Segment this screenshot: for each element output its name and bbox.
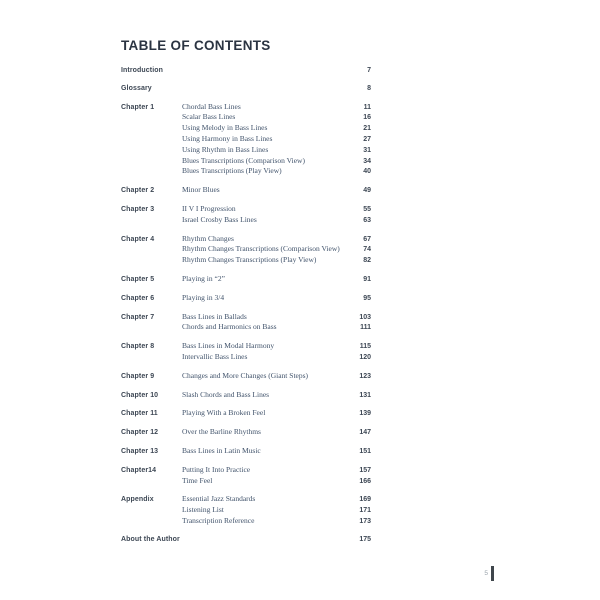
toc-group-label: Chapter 8 [121, 343, 155, 351]
toc-entry-page: 40 [363, 168, 371, 176]
toc-row [121, 465, 371, 476]
toc-entry-title: Listening List [182, 505, 224, 515]
toc-entry-page: 95 [363, 294, 371, 302]
toc-row [121, 516, 371, 527]
toc-group [121, 341, 371, 363]
toc-group-label: Chapter 11 [121, 410, 158, 418]
toc-group [121, 312, 371, 334]
toc-entry-title: Chords and Harmonics on Bass [182, 322, 277, 332]
toc-row [121, 244, 371, 255]
toc-entry-page: 103 [359, 313, 371, 321]
toc-row [121, 476, 371, 487]
toc-entry-title: Time Feel [182, 475, 213, 485]
toc-group [121, 427, 371, 438]
toc-group-label: Introduction [121, 67, 164, 74]
toc-entry-title: Playing in “2” [182, 273, 225, 283]
toc-entry-page: 166 [359, 477, 371, 485]
toc-row [121, 185, 371, 196]
toc-entry-page: 175 [359, 535, 371, 543]
toc-row [121, 204, 371, 215]
toc-group [121, 408, 371, 419]
toc-group [121, 535, 371, 545]
toc-row [121, 274, 371, 285]
toc-group [121, 446, 371, 457]
toc-entry-title: Blues Transcriptions (Comparison View) [182, 155, 305, 165]
toc-entry-page: 31 [363, 146, 371, 154]
toc-row [121, 352, 371, 363]
toc-group [121, 371, 371, 382]
toc-entry-page: 67 [363, 235, 371, 243]
toc-entry-title: Slash Chords and Bass Lines [182, 389, 270, 399]
toc-row [121, 322, 371, 333]
toc-entry-page: 169 [359, 496, 371, 504]
toc-group-label: Chapter14 [121, 466, 157, 474]
toc-group-label: Chapter 7 [121, 313, 155, 321]
toc-group [121, 390, 371, 401]
toc-row [121, 166, 371, 177]
toc-entry-title: Scalar Bass Lines [182, 112, 236, 122]
toc-group-label: Chapter 12 [121, 429, 159, 437]
toc-row [121, 390, 371, 401]
toc-entry-page: 8 [367, 84, 371, 92]
toc-entry-page: 27 [363, 135, 371, 143]
toc-group-label: Chapter 2 [121, 187, 155, 195]
toc-entry-title: Rhythm Changes Transcriptions (Comparison View) [182, 244, 340, 254]
toc-entry-page: 74 [363, 246, 371, 254]
toc-row [121, 505, 371, 516]
toc-entry-page: 34 [363, 157, 371, 165]
toc-entry-title: Rhythm Changes Transcriptions (Play View) [182, 255, 317, 265]
toc-group-label: Chapter 9 [121, 372, 155, 380]
toc-entry-page: 11 [363, 103, 371, 111]
toc-entry-page: 173 [359, 517, 371, 525]
page-title: TABLE OF CONTENTS [121, 38, 271, 53]
toc-group [121, 494, 371, 526]
toc-row [121, 66, 371, 76]
toc-group [121, 84, 371, 94]
toc-entry-title: Intervallic Bass Lines [182, 351, 248, 361]
toc-entry-title: Changes and More Changes (Giant Steps) [182, 370, 309, 380]
toc-entry-title: Bass Lines in Ballads [182, 311, 247, 321]
toc-entry-page: 82 [363, 257, 371, 265]
toc-entry-title: Chordal Bass Lines [182, 101, 241, 111]
toc-entry-page: 63 [363, 216, 371, 224]
toc-entry-page: 115 [359, 343, 371, 351]
toc-row [121, 145, 371, 156]
toc-entry-title: Israel Crosby Bass Lines [182, 214, 257, 224]
toc-group-label: Appendix [121, 496, 154, 504]
toc-group [121, 293, 371, 304]
toc-row [121, 134, 371, 145]
toc-group-label: Chapter 1 [121, 103, 155, 111]
toc-row [121, 102, 371, 113]
toc-entry-title: Putting It Into Practice [182, 464, 251, 474]
folio-bar [491, 566, 494, 581]
toc-row [121, 123, 371, 134]
toc-entry-title: Playing With a Broken Feel [182, 408, 266, 418]
toc-entry-title: Using Rhythm in Bass Lines [182, 144, 269, 154]
toc-entry-page: 7 [367, 67, 371, 74]
toc-row [121, 312, 371, 323]
page-footer [484, 566, 494, 581]
toc-entry-title: Essential Jazz Standards [182, 494, 256, 504]
toc-entry-page: 16 [363, 114, 371, 122]
toc-entry-page: 147 [359, 429, 371, 437]
folio-page-number: 5 [484, 570, 488, 577]
toc-group-label: Chapter 5 [121, 275, 155, 283]
toc-entry-page: 120 [359, 353, 371, 361]
toc-row [121, 371, 371, 382]
toc-group [121, 66, 371, 76]
toc-entry-title: Using Melody in Bass Lines [182, 123, 268, 133]
toc-row [121, 446, 371, 457]
toc-row [121, 112, 371, 123]
toc-entry-page: 157 [359, 466, 371, 474]
toc-entry-page: 123 [359, 372, 371, 380]
toc-row [121, 408, 371, 419]
toc-entry-title: Over the Barline Rhythms [182, 427, 261, 437]
toc-group [121, 274, 371, 285]
toc-entry-title: Blues Transcriptions (Play View) [182, 166, 282, 176]
toc-group [121, 102, 371, 178]
toc-group [121, 465, 371, 487]
toc-entry-title: Minor Blues [182, 185, 220, 195]
toc-group [121, 204, 371, 226]
toc-entry-page: 139 [359, 410, 371, 418]
toc-group-label: Chapter 3 [121, 205, 155, 213]
toc-entry-title: Bass Lines in Modal Harmony [182, 341, 275, 351]
toc-group-label: Chapter 10 [121, 391, 159, 399]
toc-group-label: Chapter 6 [121, 294, 155, 302]
toc-row [121, 156, 371, 167]
toc-group-label: About the Author [121, 535, 180, 543]
toc-row [121, 535, 371, 545]
toc-entry-page: 55 [363, 205, 371, 213]
toc-row [121, 255, 371, 266]
toc-group [121, 234, 371, 266]
toc-entry-title: Playing in 3/4 [182, 292, 225, 302]
toc-entry-title: Transcription Reference [182, 515, 255, 525]
table-of-contents [121, 66, 371, 553]
toc-entry-title: Using Harmony in Bass Lines [182, 133, 273, 143]
toc-group-label: Chapter 13 [121, 447, 159, 455]
toc-entry-page: 171 [359, 507, 371, 515]
toc-row [121, 234, 371, 245]
toc-entry-page: 49 [363, 187, 371, 195]
toc-entry-page: 21 [363, 125, 371, 133]
toc-row [121, 494, 371, 505]
toc-entry-title: II V I Progression [182, 203, 236, 213]
toc-row [121, 293, 371, 304]
toc-row [121, 84, 371, 94]
toc-group-label: Chapter 4 [121, 235, 155, 243]
toc-group-label: Glossary [121, 84, 152, 92]
toc-group [121, 185, 371, 196]
toc-row [121, 215, 371, 226]
toc-row [121, 427, 371, 438]
toc-entry-title: Rhythm Changes [182, 233, 234, 243]
toc-row [121, 341, 371, 352]
toc-entry-page: 151 [359, 447, 371, 455]
toc-entry-title: Bass Lines in Latin Music [182, 445, 261, 455]
toc-entry-page: 91 [363, 275, 371, 283]
toc-entry-page: 131 [359, 391, 371, 399]
toc-entry-page: 111 [360, 324, 371, 332]
